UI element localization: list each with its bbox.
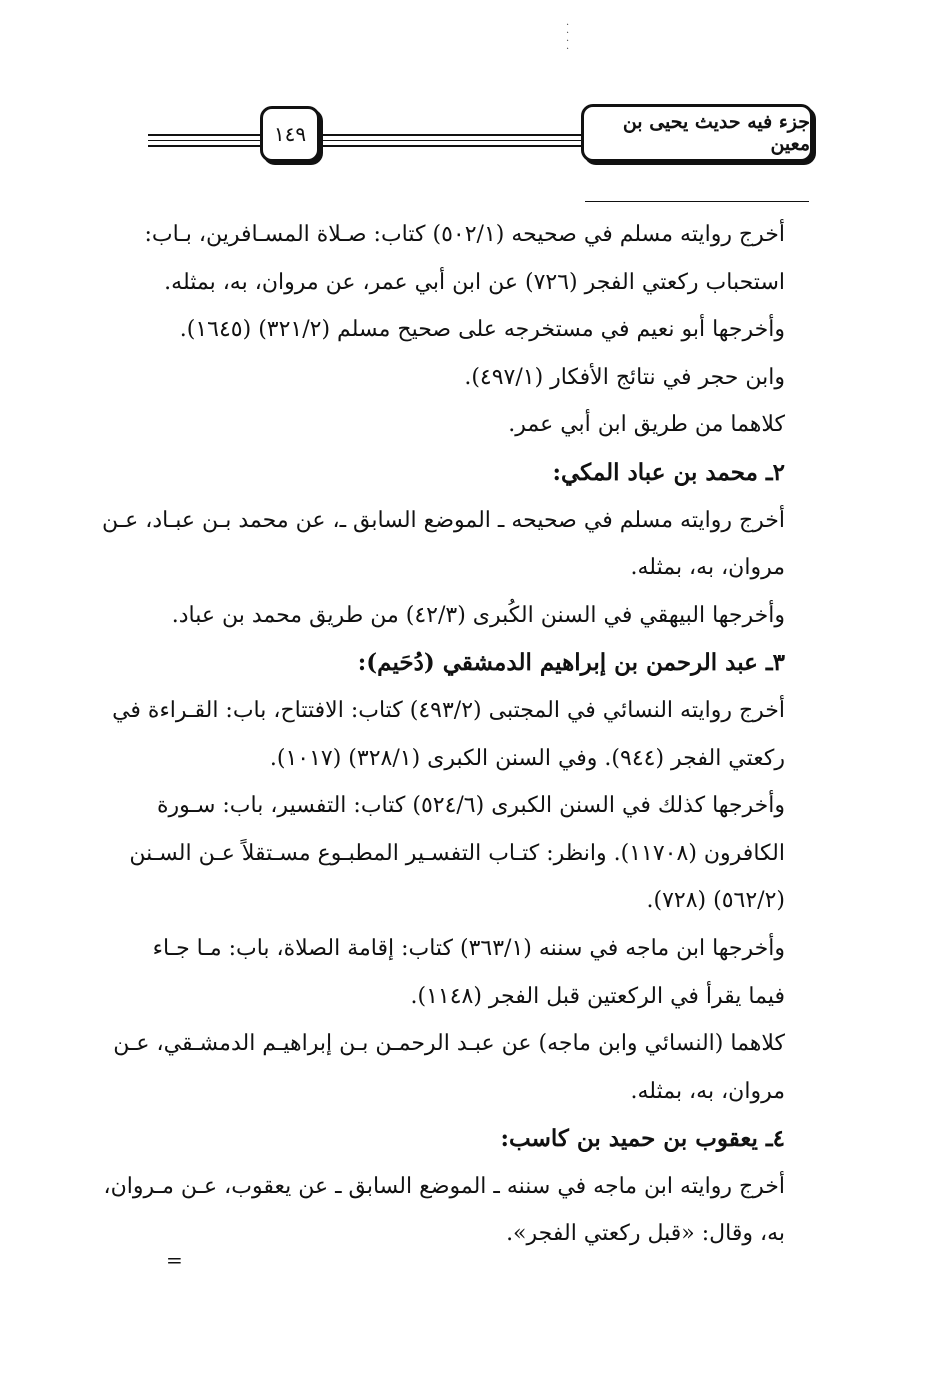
text-line: مروان، به، بمثله.: [630, 555, 785, 581]
text-line: استحباب ركعتي الفجر (٧٢٦) عن ابن أبي عمر، عن مروان، به، بمثله.: [164, 269, 785, 295]
scan-dots: · · · ·: [566, 20, 570, 55]
text-line: كلاهما (النسائي وابن ماجه) عن عبـد الرحمـن بـن إبراهيـم الدمشـقي، عـن: [113, 1031, 785, 1057]
section-heading: ٤ـ يعقوب بن حميد بن كاسب:: [500, 1125, 785, 1153]
text-line: الكافرون (١١٧٠٨). وانظر: كتـاب التفسـير المطبـوع مسـتقلاً عـن السـنن: [129, 840, 785, 866]
header-rule-middle: [148, 140, 591, 141]
continuation-mark: =: [166, 1248, 183, 1272]
text-line: أخرج روايته النسائي في المجتبى (٤٩٣/٢) كتاب: الافتتاح، باب: القـراءة في: [112, 697, 785, 723]
text-line: وأخرجها ابن ماجه في سننه (٣٦٣/١) كتاب: إقامة الصلاة، باب: مـا جـاء: [152, 935, 785, 961]
page-title: جزء فيه حديث يحيى بن معين: [581, 104, 813, 162]
text-line: أخرج روايته ابن ماجه في سننه ـ الموضع السابق ـ عن يعقوب، عـن مـروان،: [103, 1173, 785, 1199]
text-line: وابن حجر في نتائج الأفكار (٤٩٧/١).: [464, 364, 785, 390]
text-line: أخرج روايته مسلم في صحيحه (٥٠٢/١) كتاب: صـلاة المسـافرين، بـاب:: [144, 222, 785, 247]
page-header: [148, 100, 813, 172]
page-number: ١٤٩: [260, 106, 320, 162]
header-rule-bottom: [148, 145, 591, 147]
text-line: به، وقال: «قبل ركعتي الفجر».: [506, 1221, 785, 1247]
footnote-separator: [585, 201, 809, 202]
text-line: وأخرجها البيهقي في السنن الكُبرى (٤٢/٣) من طريق محمد بن عباد.: [171, 602, 785, 628]
text-line: كلاهما من طريق ابن أبي عمر.: [508, 412, 785, 438]
section-heading: ٢ـ محمد بن عباد المكي:: [552, 458, 785, 486]
text-line: أخرج روايته مسلم في صحيحه ـ الموضع السابق ـ، عن محمد بـن عبـاد، عـن: [101, 507, 785, 533]
header-rule-top: [148, 134, 591, 136]
text-line: وأخرجها أبو نعيم في مستخرجه على صحيح مسلم (٣٢١/٢) (١٦٤٥).: [179, 317, 785, 343]
text-line: مروان، به، بمثله.: [630, 1078, 785, 1104]
body-text: [101, 211, 785, 1258]
section-heading: ٣ـ عبد الرحمن بن إبراهيم الدمشقي (دُحَيم):: [357, 649, 785, 677]
text-line: وأخرجها كذلك في السنن الكبرى (٥٢٤/٦) كتاب: التفسير، باب: سـورة: [157, 793, 785, 819]
text-line: ركعتي الفجر (٩٤٤). وفي السنن الكبرى (٣٢٨/١) (١٠١٧).: [269, 745, 785, 771]
text-line: فيما يقرأ في الركعتين قبل الفجر (١١٤٨).: [410, 983, 785, 1009]
text-line: (٥٦٢/٢) (٧٢٨).: [646, 888, 785, 914]
